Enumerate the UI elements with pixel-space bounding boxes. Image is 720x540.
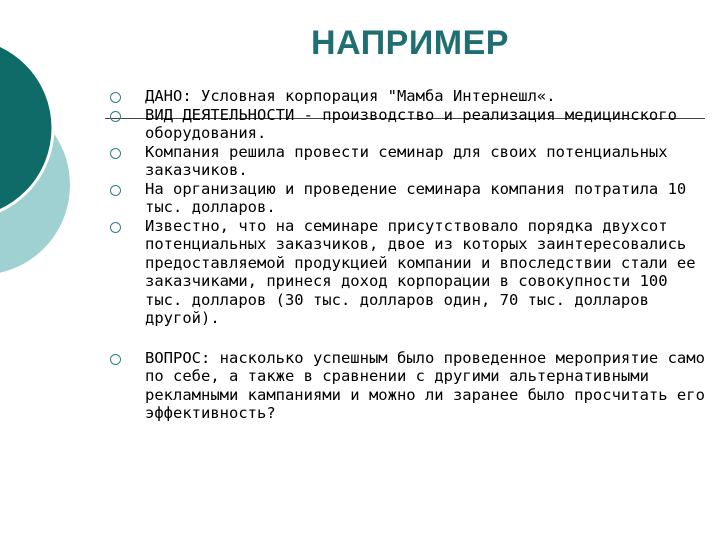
decorative-circles [0, 0, 120, 300]
list-item-text: На организацию и проведение семинара компания потратила 10 тыс. долларов. [145, 179, 687, 216]
list-item [110, 87, 710, 106]
circle-bullet-icon [110, 111, 121, 122]
list-item [110, 349, 710, 423]
circle-bullet-icon [110, 222, 121, 233]
list-item [110, 106, 710, 143]
circle-bullet-icon [110, 92, 121, 103]
list-item [110, 217, 710, 328]
bullet-list [110, 87, 710, 423]
list-item [110, 143, 710, 180]
list-item [110, 180, 710, 217]
list-item-text: ДАНО: Условная корпорация "Мамба Интернешл«. [145, 87, 556, 105]
circle-bullet-icon [110, 148, 121, 159]
list-item-text: ВОПРОС: насколько успешным было проведенное мероприятие само по себе, а также в сравнении с другими альтернативными рекламными кампаниями и можно ли заранее было просчитать его эффективность? [145, 348, 705, 422]
circle-bullet-icon [110, 354, 121, 365]
decorative-circles-graphic [0, 0, 120, 300]
list-item-text: ВИД ДЕЯТЕЛЬНОСТИ - производство и реализация медицинского оборудования. [145, 105, 677, 142]
circle-bullet-icon [110, 185, 121, 196]
slide-title: НАПРИМЕР [311, 24, 509, 62]
list-item-text: Компания решила провести семинар для своих потенциальных заказчиков. [145, 142, 668, 179]
list-item-text: Известно, что на семинаре присутствовало порядка двухсот потенциальных заказчиков, двое из которых заинтересовались предоставляемой продукцией компании и впоследствии стали ее заказчиками, принеся доход корпорации в совокупности 100 тыс. долларов (30 тыс. долларов один, 70 тыс. долларов другой). [145, 216, 696, 327]
